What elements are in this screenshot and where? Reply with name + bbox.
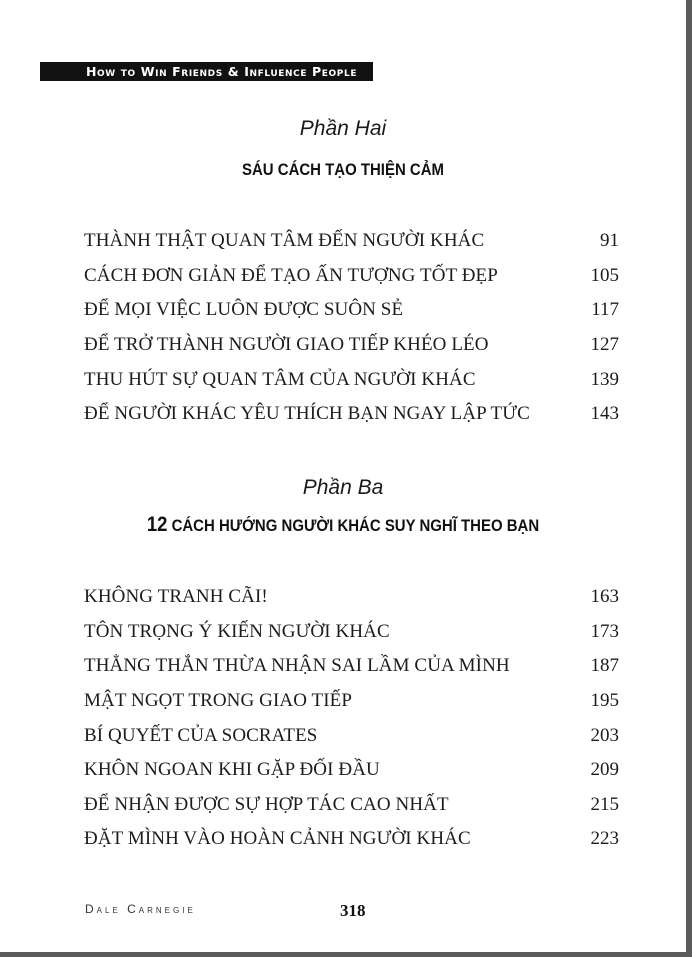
toc-entry-page: 223 [590,828,619,850]
toc-entry-title: ĐỂ MỌI VIỆC LUÔN ĐƯỢC SUÔN SẺ [84,299,404,321]
toc-entry[interactable] [84,580,619,615]
toc-entry[interactable] [84,397,619,432]
toc-entry-title: KHÔNG TRANH CÃI! [84,586,268,608]
toc-entry[interactable] [84,362,619,397]
toc-entry-title: KHÔN NGOAN KHI GẶP ĐỐI ĐẦU [84,759,380,781]
toc-entry-title: ĐỂ NHẬN ĐƯỢC SỰ HỢP TÁC CAO NHẤT [84,793,449,815]
toc-entry-title: THẲNG THẮN THỪA NHẬN SAI LẦM CỦA MÌNH [84,655,510,677]
part-two-toc [84,224,619,432]
part-three-label: Phần Ba [302,476,384,499]
toc-entry-title: TÔN TRỌNG Ý KIẾN NGƯỜI KHÁC [84,620,390,642]
toc-entry-page: 215 [590,793,619,815]
toc-entry-page: 163 [590,586,619,608]
toc-entry-page: 105 [590,264,619,286]
toc-entry[interactable] [84,293,619,328]
footer-page-number: 318 [340,901,366,920]
toc-entry-title: THÀNH THẬT QUAN TÂM ĐẾN NGƯỜI KHÁC [84,230,485,252]
toc-entry-title: CÁCH ĐƠN GIẢN ĐỂ TẠO ẤN TƯỢNG TỐT ĐẸP [84,264,498,286]
toc-entry[interactable] [84,684,619,719]
toc-entry-title: ĐỂ NGƯỜI KHÁC YÊU THÍCH BẠN NGAY LẬP TỨC [84,403,530,425]
toc-entry-title: ĐẶT MÌNH VÀO HOÀN CẢNH NGƯỜI KHÁC [84,828,471,850]
toc-entry-page: 195 [590,690,619,712]
toc-entry[interactable] [84,224,619,259]
toc-entry[interactable] [84,328,619,363]
toc-entry[interactable] [84,615,619,650]
toc-entry-title: THU HÚT SỰ QUAN TÂM CỦA NGƯỜI KHÁC [84,368,476,390]
toc-entry-page: 117 [591,299,619,321]
toc-entry[interactable] [84,649,619,684]
toc-entry-page: 91 [600,230,619,252]
toc-entry-page: 139 [590,368,619,390]
part-two-title: SÁU CÁCH TẠO THIỆN CẢM [242,160,444,179]
toc-entry-title: ĐỂ TRỞ THÀNH NGƯỜI GIAO TIẾP KHÉO LÉO [84,334,489,356]
toc-entry-page: 187 [590,655,619,677]
toc-entry[interactable] [84,259,619,294]
part-two-label: Phần Hai [299,117,387,140]
toc-entry-page: 143 [590,403,619,425]
footer-author: Dale Carnegie [85,902,196,916]
toc-entry-title: MẬT NGỌT TRONG GIAO TIẾP [84,690,353,712]
toc-entry[interactable] [84,718,619,753]
toc-entry[interactable] [84,788,619,823]
part-three-title-number: 12 [146,513,168,536]
toc-entry-page: 173 [590,620,619,642]
part-three-toc [84,580,619,857]
running-header: How to Win Friends & Influence People [40,62,373,81]
toc-entry[interactable] [84,822,619,857]
part-three-title [41,513,645,537]
toc-entry-page: 127 [590,334,619,356]
toc-entry-page: 203 [590,724,619,746]
toc-entry[interactable] [84,753,619,788]
part-three-title-text: CÁCH HƯỚNG NGƯỜI KHÁC SUY NGHĨ THEO BẠN [171,516,540,535]
toc-entry-title: BÍ QUYẾT CỦA SOCRATES [84,724,318,746]
toc-entry-page: 209 [590,759,619,781]
